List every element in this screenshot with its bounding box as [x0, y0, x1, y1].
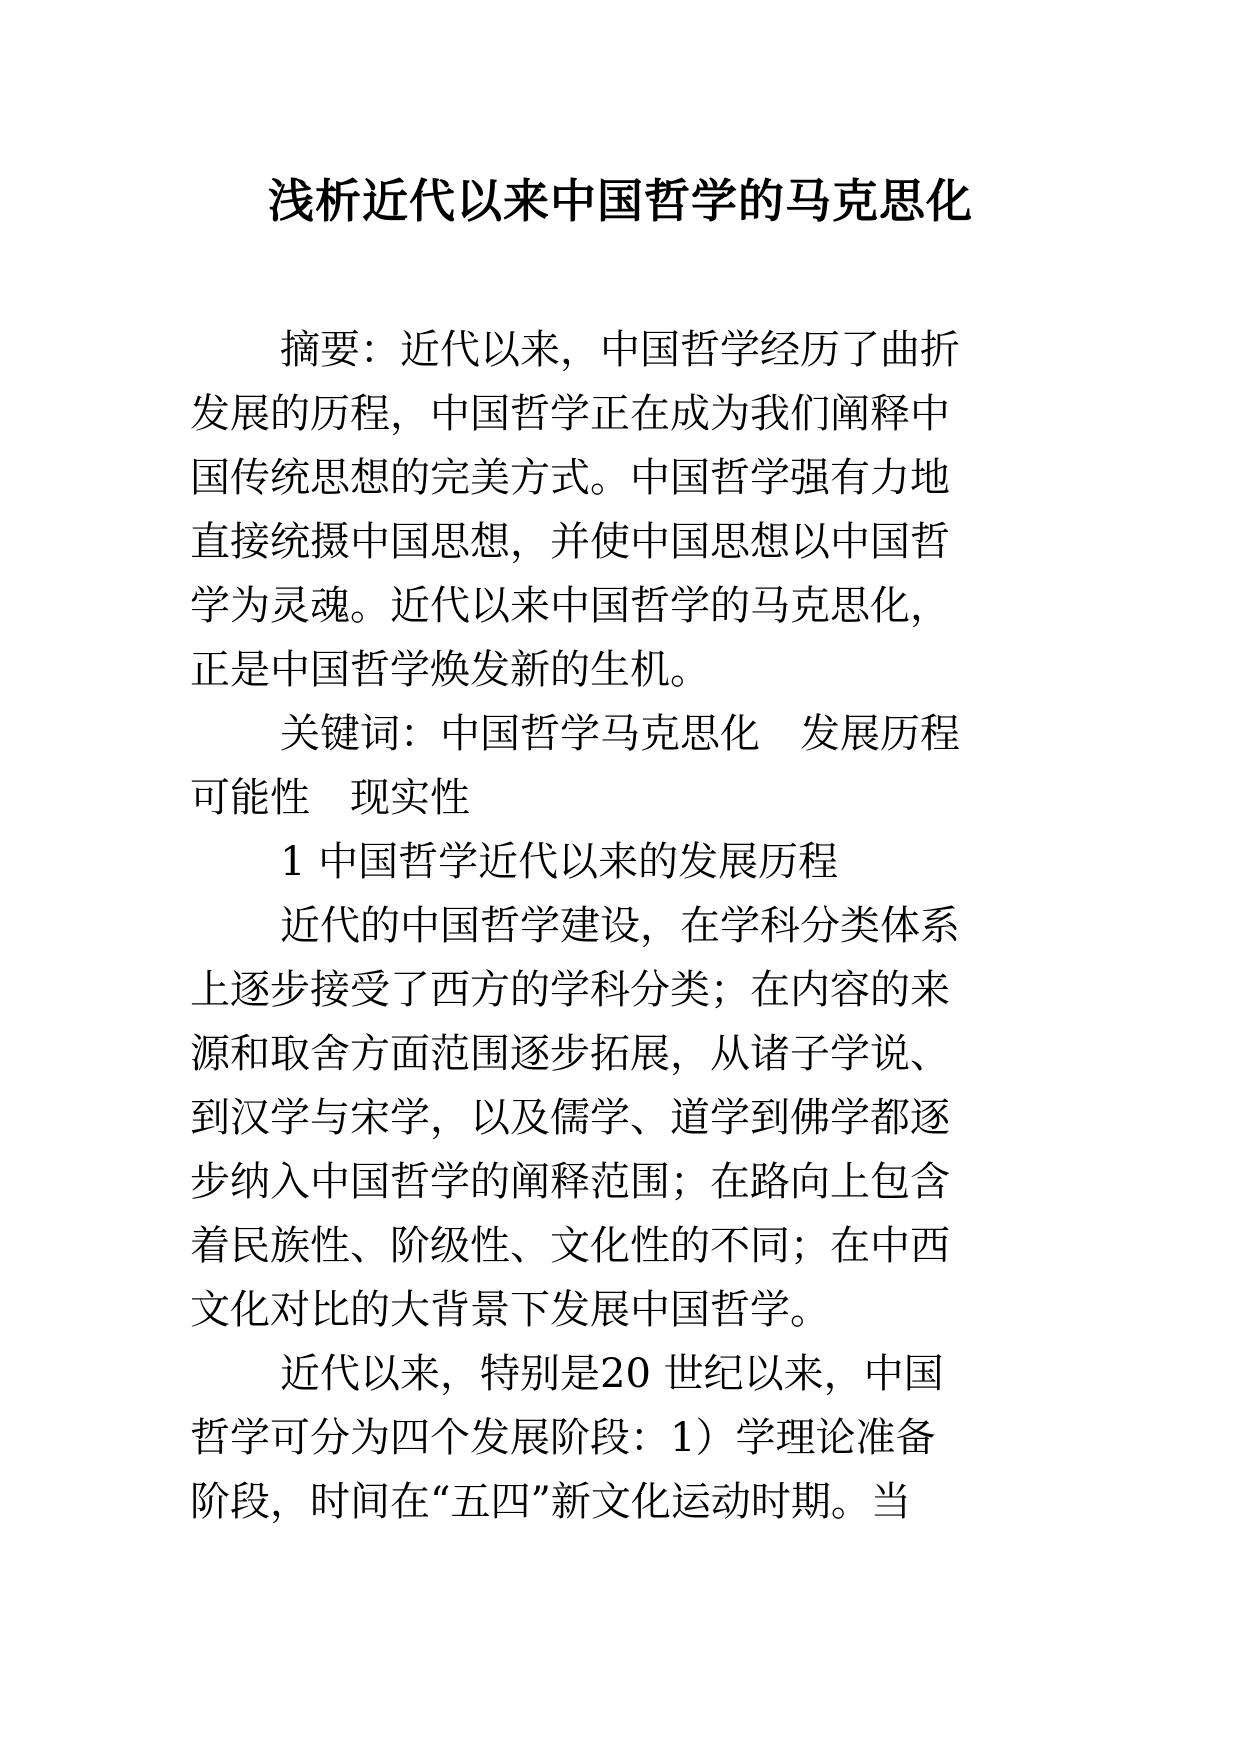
body-text-line: 上逐步接受了西方的学科分类；在内容的来	[190, 967, 950, 1013]
body-text-line: 可能性 现实性	[190, 775, 470, 821]
body-text-line: 步纳入中国哲学的阐释范围；在路向上包含	[190, 1159, 950, 1205]
body-text-line: 阶段，时间在“五四”新文化运动时期。当	[190, 1479, 911, 1525]
body-text-line: 国传统思想的完美方式。中国哲学强有力地	[190, 455, 950, 501]
body-text-line: 正是中国哲学焕发新的生机。	[190, 647, 710, 693]
document-title: 浅析近代以来中国哲学的马克思化	[268, 174, 973, 228]
body-text-line: 发展的历程，中国哲学正在成为我们阐释中	[190, 391, 950, 437]
body-text-line: 关键词：中国哲学马克思化 发展历程	[280, 711, 960, 757]
body-text-line: 1 中国哲学近代以来的发展历程	[280, 839, 839, 885]
document-body	[190, 318, 1060, 1534]
body-text-line: 直接统摄中国思想，并使中国思想以中国哲	[190, 519, 950, 565]
body-text-line: 摘要：近代以来，中国哲学经历了曲折	[280, 327, 960, 373]
body-text-line: 到汉学与宋学，以及儒学、道学到佛学都逐	[190, 1095, 950, 1141]
body-text-line: 源和取舍方面范围逐步拓展，从诸子学说、	[190, 1031, 950, 1077]
body-text-line: 学为灵魂。近代以来中国哲学的马克思化，	[190, 583, 950, 629]
body-text-line: 文化对比的大背景下发展中国哲学。	[190, 1287, 830, 1333]
body-text-line: 近代的中国哲学建设，在学科分类体系	[280, 903, 960, 949]
body-text-line: 哲学可分为四个发展阶段：1）学理论准备	[190, 1415, 936, 1461]
body-text-line: 近代以来，特别是20 世纪以来，中国	[280, 1351, 944, 1397]
body-text-line: 着民族性、阶级性、文化性的不同；在中西	[190, 1223, 950, 1269]
